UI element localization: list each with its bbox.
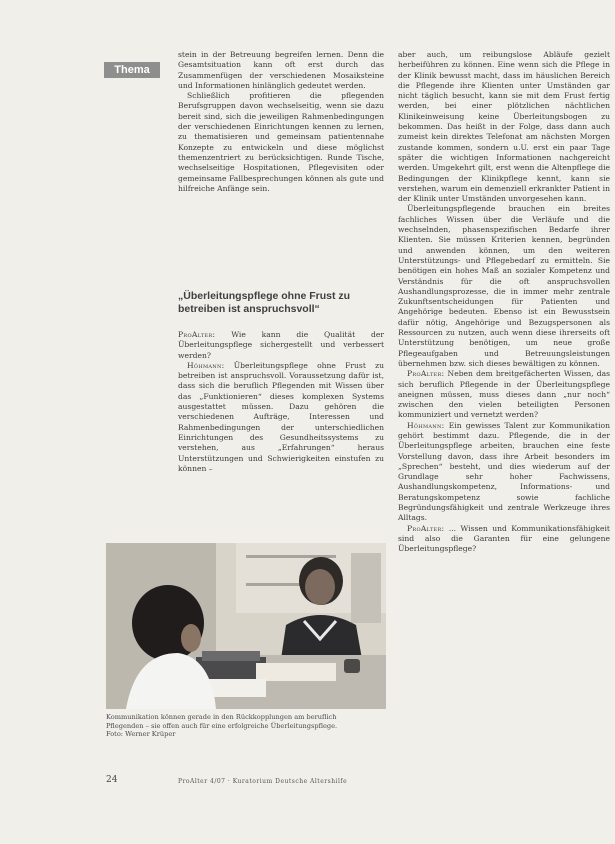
paragraph: Überleitungspflegende brauchen ein breites fachliches Wissen über die Verläufe und die wechselnden, phasenspezifischen Bedarfe ihrer Klienten. Sie müssen Kriterien kennen, begründen und anwenden können, um den weiteren Unterstützungs- und Pflegebedarf zu ermitteln. Sie benötigen ein hohes Maß an sozialer Kompetenz und Verständnis für die oft anspruchsvollen Aushandlungsprozesse, die in immer mehr zentrale Zukunftsentscheidungen für Patienten und Angehörige bedeuten. Ebenso ist ein Bewusstsein dafür nötig, Angehörige und Bezugspersonen als Ressourcen zu nutzen, auch wenn diese ihrerseits oft Unterstützung benötigen, um neue große Pflegeaufgaben und Betreuungsleistungen übernehmen bzw. sich dieses bewältigen zu können. [398,204,610,368]
answer-text: Überleitungspflege ohne Frust zu betreiben ist anspruchsvoll. Voraussetzung dafür ist, dass sich die beruflich Pflegenden mit Wissen über das „Funktionieren“ dieses komplexen Systems ausgestattet müssen. Dazu gehören die verschiedenen Aufträge, Interessen und Rahmenbedingungen der unterschiedlichen Einrichtungen des Gesundheitssystems zu verstehen, aus „Erfahrungen“ heraus Unterstützungen und Schwierigkeiten einstufen zu können – [178,360,384,473]
question-paragraph [398,524,610,555]
paragraph: aber auch, um reibungslose Abläufe gezielt herbeiführen zu können. Eine wenn sich die Pflege in der Klinik bewusst macht, dass im häuslichen Bereich die Pflegende ihre Klienten unter Umständen gar nicht täglich besucht, kann sie mit dem Frust fertig werden, bei einer plötzlichen nächtlichen Klinikeinweisung keine Überleitungsbogen zu bekommen. Das heißt in der Folge, dass dann auch zumeist kein direktes Telefonat am nächsten Morgen zustande kommen, sondern u.U. erst ein paar Tage später die wichtigen Informationen nachgereicht werden. Umgekehrt gilt, erst wenn die Altenpflege die Bedingungen der Klinikpflege kennt, kann sie verstehen, warum ein demenziell erkrankter Patient in der Klinik unter Umständen unvorgesehen kann. [398,50,610,204]
question-paragraph [178,330,384,361]
photo-nurses-consultation [106,543,386,709]
speaker-label: Höhmann: [187,360,225,370]
speaker-label: ProAlter: [407,369,445,379]
question-paragraph [398,369,610,420]
column-right [398,50,610,555]
question-text: ... Wissen und Kommunikationsfähigkeit sind also die Garanten für eine gelungene Überleitungspflege? [398,523,610,554]
photo-caption: Kommunikation können gerade in den Rückkopplungen am beruflich Pflegenden – sie offen auch für eine erfolgreiche Überleitungspflege. Foto: Werner Krüper [106,713,338,739]
section-tab: Thema [104,62,160,78]
running-footer: ProAlter 4/07 · Kuratorium Deutsche Altershilfe [178,778,348,785]
speaker-label: Höhmann: [407,420,445,430]
answer-paragraph [178,361,384,474]
question-text: Wie kann die Qualität der Überleitungspflege sichergestellt und verbessert werden? [178,330,384,360]
answer-paragraph [398,421,610,524]
speaker-label: ProAlter: [407,523,445,533]
column-left-top [178,50,384,194]
page-number: 24 [106,775,118,785]
paragraph: stein in der Betreuung begreifen lernen. Denn die Gesamtsituation kann oft erst durch das Zusammenfügen der verschiedenen Mosaiksteine und Informationen hinlänglich gedeutet werden. [178,50,384,90]
question-text: Neben dem breitgefächerten Wissen, das sich beruflich Pflegende in der Überleitungspflege aneignen müssen, muss dieses dann „nur noch“ zwischen den vielen beteiligten Personen kommuniziert und vernetzt werden? [398,369,610,420]
speaker-label: ProAlter: [178,330,216,339]
subheading: „Überleitungspflege ohne Frust zu betreiben ist anspruchsvoll“ [178,290,351,315]
photo-illustration [106,543,386,709]
answer-text: Ein gewisses Talent zur Kommunikation gehört bestimmt dazu. Pflegende, die in der Überleitungspflege arbeiten, brauchen eine feste Vorstellung davon, dass ihre Arbeit besonders im „Sprechen“ besteht, und dies wiederum auf der Grundlage sehr hoher Fachwissens, Aushandlungskompetenz, Informations- und Beratungskompetenz sowie fachliche Begründungsfähigkeit und zentrale Werkzeuge ihres Alltags. [398,420,610,523]
column-left-interview [178,330,384,474]
paragraph: Schließlich profitieren die pflegenden Berufsgruppen davon wechselseitig, wenn sie dazu bereit sind, sich die jeweiligen Rahmenbedingungen der verschiedenen Einrichtungen kennen zu lernen, zu thematisieren und gemeinsam patientennahe Konzepte zu entwickeln und diese möglichst themenzentriert zu berücksichtigen. Runde Tische, wechselseitige Hospitationen, Pflegevisiten oder gemeinsame Fallbesprechungen können als gute und hilfreiche Anfänge sein. [178,91,384,193]
